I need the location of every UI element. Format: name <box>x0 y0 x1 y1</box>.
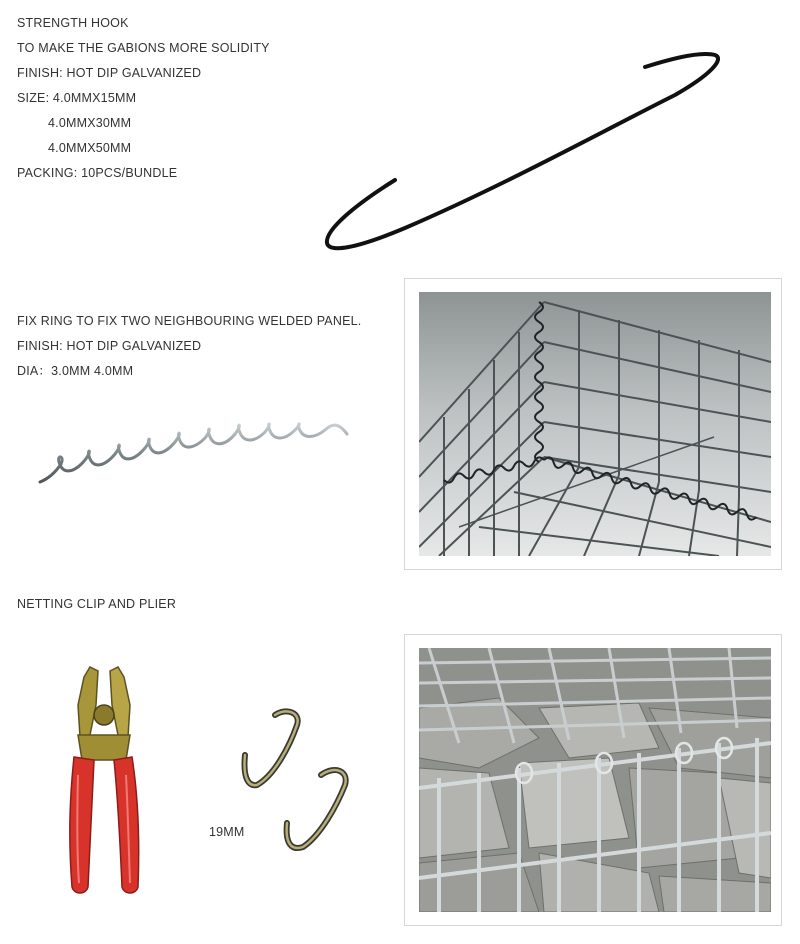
clip-heading: NETTING CLIP AND PLIER <box>17 597 177 611</box>
ring-finish: FINISH: HOT DIP GALVANIZED <box>17 339 202 353</box>
welded-panel-photo <box>419 292 771 556</box>
welded-panel-photo-frame <box>404 278 782 570</box>
hook-packing: PACKING: 10PCS/BUNDLE <box>17 166 178 180</box>
netting-clip-image <box>235 705 365 855</box>
clip-size-label: 19MM <box>209 825 245 839</box>
hook-finish: FINISH: HOT DIP GALVANIZED <box>17 66 202 80</box>
spiral-ring-image <box>35 420 365 495</box>
hook-size-2: 4.0MMX30MM <box>48 116 132 130</box>
hook-purpose: TO MAKE THE GABIONS MORE SOLIDITY <box>17 41 270 55</box>
ring-title: FIX RING TO FIX TWO NEIGHBOURING WELDED PANEL. <box>17 314 362 328</box>
gabion-photo-frame <box>404 634 782 926</box>
hook-size-3: 4.0MMX50MM <box>48 141 132 155</box>
hook-title: STRENGTH HOOK <box>17 16 129 30</box>
plier-image <box>60 665 150 895</box>
hook-size-1: SIZE: 4.0MMX15MM <box>17 91 137 105</box>
gabion-stone-photo <box>419 648 771 912</box>
ring-diameter: DIA：3.0MM 4.0MM <box>17 364 134 378</box>
strength-hook-image <box>315 45 735 260</box>
